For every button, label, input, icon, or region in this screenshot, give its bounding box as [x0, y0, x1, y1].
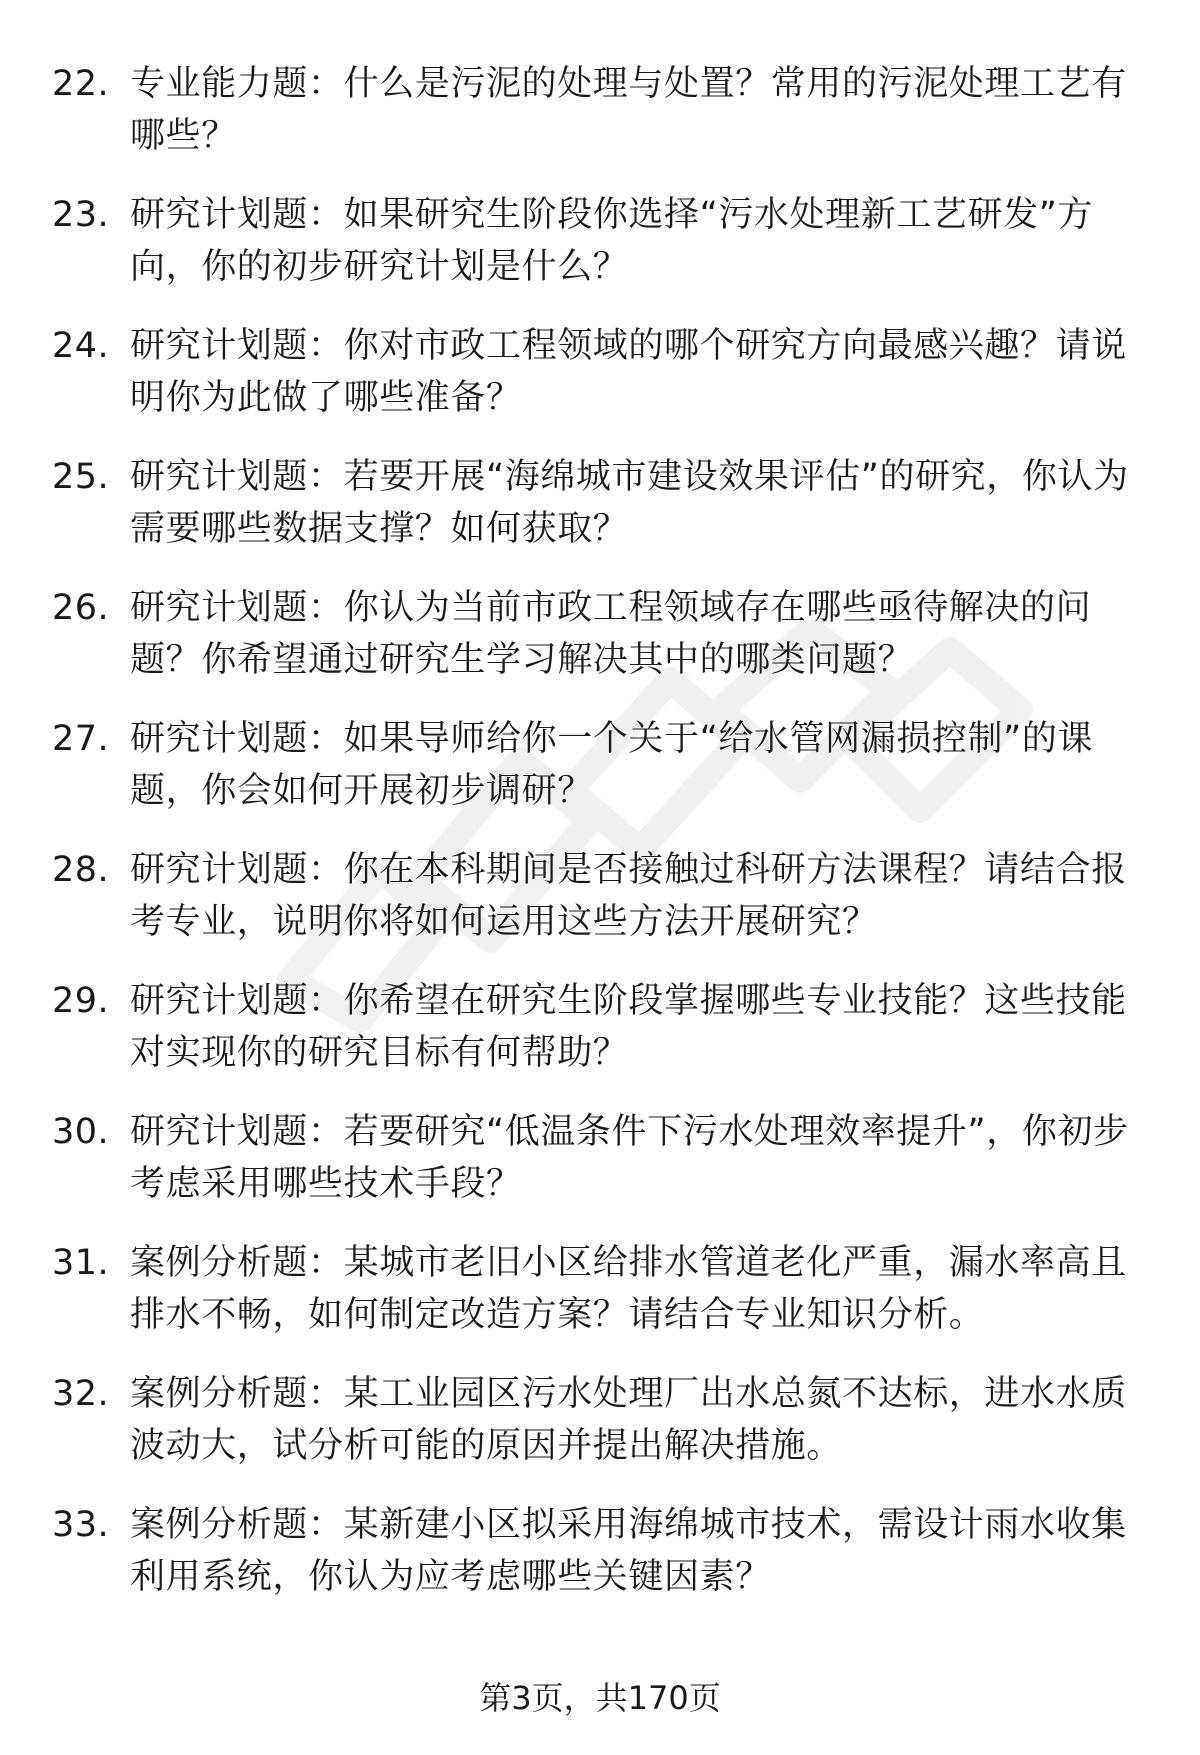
question-number: 28. — [52, 850, 110, 890]
list-item — [0, 703, 1200, 834]
question-number: 33. — [52, 1505, 110, 1545]
list-item — [0, 310, 1200, 441]
list-item — [0, 572, 1200, 703]
page-number-footer: 第3页，共170页 — [479, 1679, 721, 1717]
question-text: 研究计划题：如果导师给你一个关于“给水管网漏损控制”的课题，你会如何开展初步调研？ — [130, 719, 1094, 811]
question-number: 26. — [52, 588, 110, 628]
list-item — [0, 1358, 1200, 1489]
question-number: 22. — [52, 64, 110, 104]
question-number: 30. — [52, 1112, 110, 1152]
question-number: 31. — [52, 1243, 110, 1283]
question-list — [0, 48, 1200, 1620]
list-item — [0, 1227, 1200, 1358]
question-text: 案例分析题：某城市老旧小区给排水管道老化严重，漏水率高且排水不畅，如何制定改造方案？请结合专业知识分析。 — [130, 1243, 1127, 1335]
question-text: 研究计划题：若要研究“低温条件下污水处理效率提升”，你初步考虑采用哪些技术手段？ — [130, 1112, 1129, 1204]
question-text: 研究计划题：你认为当前市政工程领域存在哪些亟待解决的问题？你希望通过研究生学习解决其中的哪类问题？ — [130, 588, 1092, 680]
list-item — [0, 1489, 1200, 1620]
list-item — [0, 48, 1200, 179]
question-text: 研究计划题：你对市政工程领域的哪个研究方向最感兴趣？请说明你为此做了哪些准备？ — [130, 326, 1127, 418]
question-number: 25. — [52, 457, 110, 497]
question-text: 研究计划题：如果研究生阶段你选择“污水处理新工艺研发”方向，你的初步研究计划是什么？ — [130, 195, 1094, 287]
question-text: 专业能力题：什么是污泥的处理与处置？常用的污泥处理工艺有哪些？ — [130, 64, 1127, 156]
question-text: 案例分析题：某新建小区拟采用海绵城市技术，需设计雨水收集利用系统，你认为应考虑哪些关键因素？ — [130, 1505, 1127, 1597]
question-number: 24. — [52, 326, 110, 366]
list-item — [0, 1096, 1200, 1227]
question-number: 27. — [52, 719, 110, 759]
question-number: 23. — [52, 195, 110, 235]
question-number: 29. — [52, 981, 110, 1021]
list-item — [0, 834, 1200, 965]
question-text: 案例分析题：某工业园区污水处理厂出水总氮不达标，进水水质波动大，试分析可能的原因并提出解决措施。 — [130, 1374, 1127, 1466]
list-item — [0, 179, 1200, 310]
question-number: 32. — [52, 1374, 110, 1414]
list-item — [0, 965, 1200, 1096]
question-text: 研究计划题：你在本科期间是否接触过科研方法课程？请结合报考专业，说明你将如何运用这些方法开展研究？ — [130, 850, 1127, 942]
question-text: 研究计划题：你希望在研究生阶段掌握哪些专业技能？这些技能对实现你的研究目标有何帮助？ — [130, 981, 1127, 1073]
list-item — [0, 441, 1200, 572]
question-text: 研究计划题：若要开展“海绵城市建设效果评估”的研究，你认为需要哪些数据支撑？如何获取？ — [130, 457, 1129, 549]
